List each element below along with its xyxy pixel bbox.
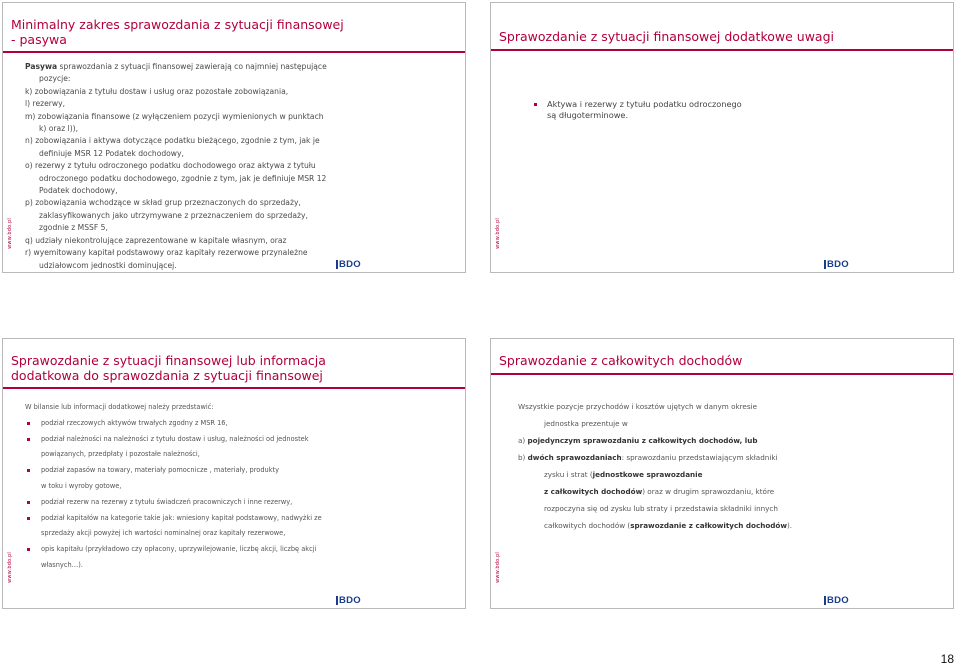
text-bold: z całkowitych dochodów — [544, 487, 643, 496]
text-bold: sprawozdanie z całkowitych dochodów — [630, 521, 787, 530]
list-item — [25, 511, 365, 543]
list-item-text: sprzedaży akcji powyżej ich wartości nominalnej oraz kapitały rezerwowe, — [41, 529, 286, 538]
slide-calkowite-dochody — [490, 338, 954, 609]
text-part: zysku i strat ( — [544, 470, 593, 479]
list-item-text: podział należności na należności z tytułu dostaw i usług, należności od jednostek — [41, 434, 309, 443]
bullet-square-icon — [27, 422, 30, 425]
option-a-bold: pojedynczym sprawozdaniu z całkowitych dochodów, lub — [527, 436, 758, 445]
text-part: całkowitych dochodów ( — [544, 521, 631, 530]
option-b-rest: : sprawozdaniu przedstawiającym składniki — [621, 453, 778, 462]
list-item — [25, 542, 365, 574]
list-item — [25, 495, 365, 511]
bullet-line: są długoterminowe. — [547, 110, 629, 120]
list-item: p) zobowiązania wchodzące w skład grup przeznaczonych do sprzedaży, — [25, 198, 301, 208]
title-line: Sprawozdanie z całkowitych dochodów — [499, 353, 743, 368]
text-part: ) oraz w drugim sprawozdaniu, które — [642, 487, 775, 496]
intro-cont: pozycje: — [39, 74, 71, 84]
list-item-cont: udziałowcom jednostki dominującej. — [39, 260, 177, 270]
bullet-square-icon — [27, 517, 30, 520]
title-rule — [491, 373, 953, 375]
title-line: dodatkowa do sprawozdania z sytuacji finansowej — [11, 368, 323, 383]
bdo-logo: BDO — [824, 260, 849, 269]
bdo-logo: BDO — [824, 596, 849, 605]
slide-informacja-dodatkowa — [2, 338, 466, 609]
list-item-text: podział rezerw na rezerwy z tytułu świadczeń pracowniczych i inne rezerwy, — [41, 497, 293, 506]
slide-body — [518, 398, 848, 534]
slide-body — [25, 61, 365, 272]
side-url: www.bdo.pl — [7, 552, 13, 583]
list-item: q) udziały niekontrolujące zaprezentowane w kapitale własnym, oraz — [25, 235, 287, 245]
title-line: Sprawozdanie z sytuacji finansowej dodatkowe uwagi — [499, 29, 834, 44]
option-b — [518, 449, 848, 466]
list-item: n) zobowiązania i aktywa dotyczące podatku bieżącego, zgodnie z tym, jak je — [25, 136, 320, 146]
list-item: l) rezerwy, — [25, 99, 66, 109]
intro-text: W bilansie lub informacji dodatkowej należy przedstawić: — [25, 403, 214, 411]
list-item-cont: odroczonego podatku dochodowego, zgodnie z tym, jak je definiuje MSR 12 — [39, 173, 327, 183]
body-line: rozpoczyna się od zysku lub straty i przedstawia składniki innych — [544, 504, 778, 513]
list-item — [25, 416, 365, 432]
list-item — [25, 463, 365, 495]
option-prefix: b) — [518, 453, 528, 462]
title-line: Minimalny zakres sprawozdania z sytuacji finansowej — [11, 17, 344, 32]
list-item-text: w toku i wyroby gotowe, — [41, 481, 122, 490]
slide-title — [11, 17, 455, 47]
list-item-cont: zgodnie z MSSF 5, — [39, 223, 108, 233]
text-bold: jednostkowe sprawozdanie — [592, 470, 703, 479]
slide-title — [11, 353, 455, 383]
bullet-square-icon — [27, 548, 30, 551]
slide-title — [499, 353, 943, 368]
bdo-logo: BDO — [336, 596, 361, 605]
list-item-cont: k) oraz l)), — [39, 124, 79, 134]
option-b-bold: dwóch sprawozdaniach — [527, 453, 622, 462]
slide-body — [25, 400, 365, 574]
title-rule — [3, 387, 465, 389]
bullet-item — [547, 99, 887, 121]
side-url: www.bdo.pl — [7, 218, 13, 249]
page-number: 18 — [940, 652, 954, 666]
title-line: Sprawozdanie z sytuacji finansowej lub informacja — [11, 353, 326, 368]
list-item-cont: Podatek dochodowy, — [39, 186, 118, 196]
intro-text: sprawozdania z sytuacji finansowej zawierają co najmniej następujące — [57, 62, 327, 71]
list-item-text: podział zapasów na towary, materiały pomocnicze , materiały, produkty — [41, 466, 279, 475]
option-prefix: a) — [518, 436, 528, 445]
list-item-text: własnych…). — [41, 560, 83, 569]
body-line — [518, 466, 848, 483]
list-item: k) zobowiązania z tytułu dostaw i usług oraz pozostałe zobowiązania, — [25, 86, 289, 96]
body-line — [518, 483, 848, 500]
body-line: jednostka prezentuje w — [544, 419, 628, 428]
bullet-square-icon — [534, 103, 537, 106]
slide-title — [499, 29, 943, 44]
list-item-text: opis kapitału (przykładowo czy opłacony, uprzywilejowanie, liczbę akcji, liczbę akcji — [41, 545, 317, 554]
side-url: www.bdo.pl — [495, 218, 501, 249]
bullet-line: Aktywa i rezerwy z tytułu podatku odroczonego — [547, 99, 742, 109]
list-item: m) zobowiązania finansowe (z wyłączeniem pozycji wymienionych w punktach — [25, 111, 324, 121]
bullet-square-icon — [27, 501, 30, 504]
slide-dodatkowe-uwagi — [490, 2, 954, 273]
list-item-text: powiązanych, przedpłaty i pozostałe należności, — [41, 450, 200, 459]
bullet-square-icon — [27, 469, 30, 472]
body-line — [518, 517, 848, 534]
option-a — [518, 432, 848, 449]
list-item-cont: zaklasyfikowanych jako utrzymywane z przeznaczeniem do sprzedaży, — [39, 210, 308, 220]
side-url: www.bdo.pl — [495, 552, 501, 583]
title-rule — [3, 51, 465, 53]
title-rule — [491, 49, 953, 51]
text-part: ). — [786, 521, 793, 530]
body-line: Wszystkie pozycje przychodów i kosztów ujętych w danym okresie — [518, 402, 758, 411]
list-item — [25, 432, 365, 464]
bdo-logo: BDO — [336, 260, 361, 269]
bullet-square-icon — [27, 438, 30, 441]
list-item-cont: definiuje MSR 12 Podatek dochodowy, — [39, 148, 184, 158]
intro-bold: Pasywa — [25, 62, 58, 71]
title-line: - pasywa — [11, 32, 67, 47]
slide-pasywa — [2, 2, 466, 273]
list-item-text: podział rzeczowych aktywów trwałych zgodny z MSR 16, — [41, 418, 228, 427]
list-item-text: podział kapitałów na kategorie takie jak: wniesiony kapitał podstawowy, nadwyżki ze — [41, 513, 322, 522]
list-item: o) rezerwy z tytułu odroczonego podatku dochodowego oraz aktywa z tytułu — [25, 161, 316, 171]
list-item: r) wyemitowany kapitał podstawowy oraz kapitały rezerwowe przynależne — [25, 248, 308, 258]
